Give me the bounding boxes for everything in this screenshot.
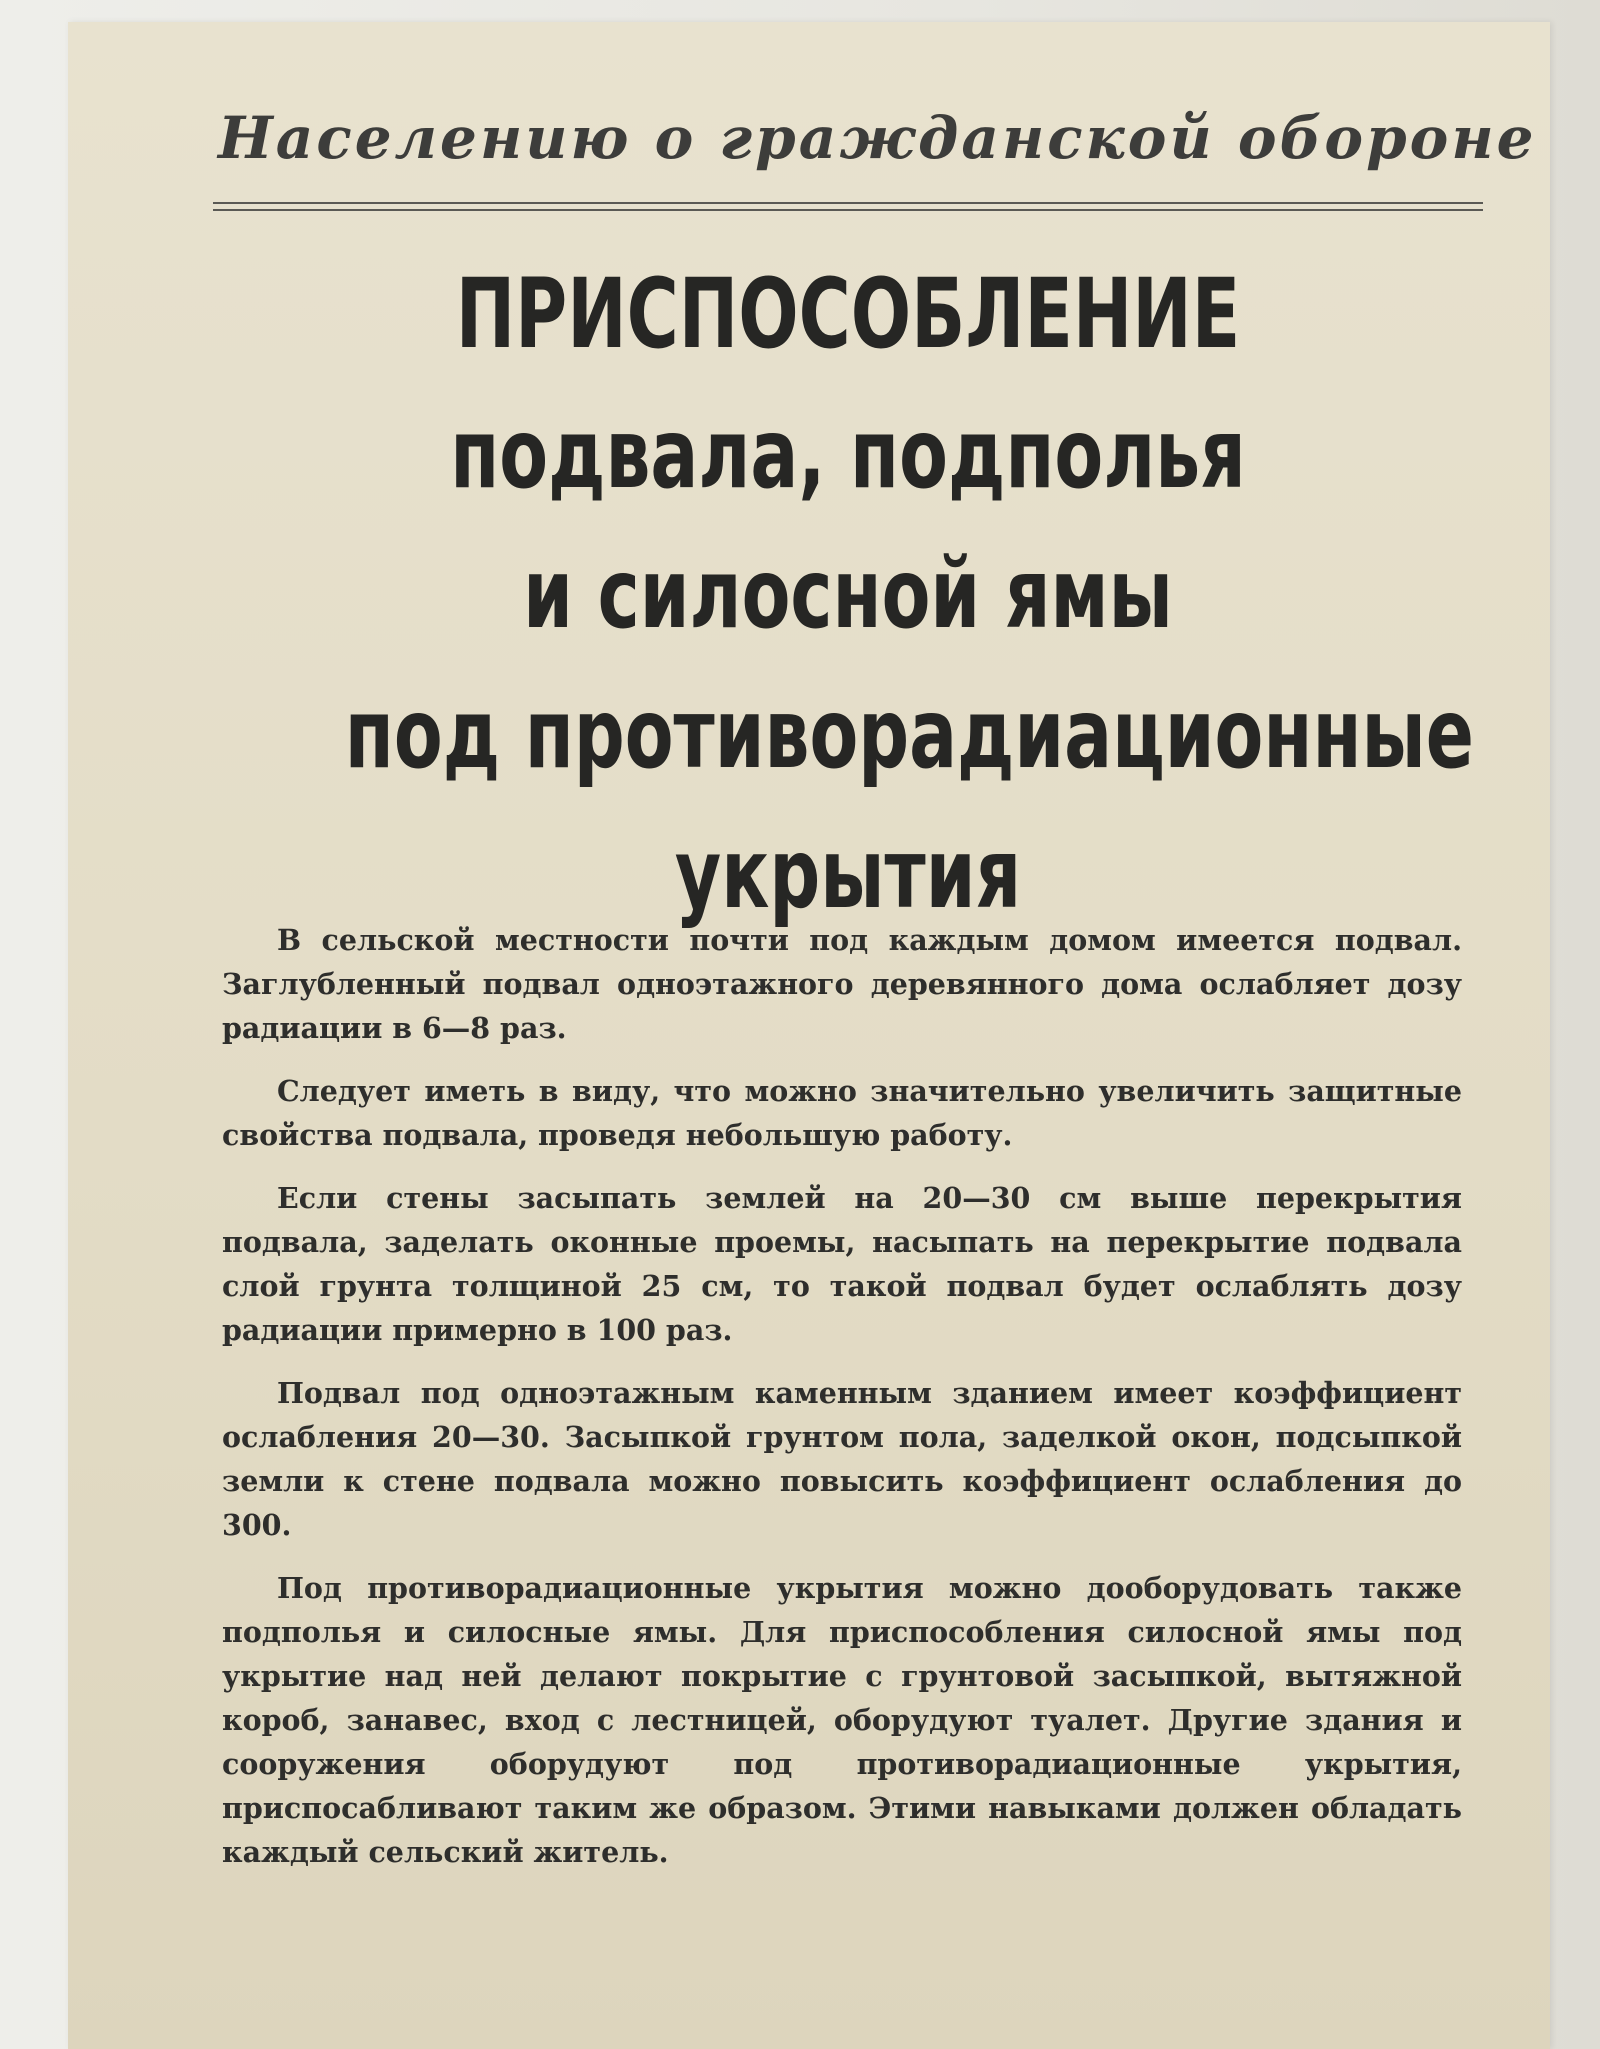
headline-line-2: подвала, подполья (450, 398, 1246, 510)
headline-line-3: и силосной ямы (523, 538, 1173, 650)
headline (168, 244, 1528, 944)
headline-line-5: укрытия (674, 818, 1022, 930)
paragraph-silo-pits: Под противорадиационные укрытия можно дооборудовать также подполья и силосные ямы. Для приспособления силосной ямы под укрытие над ней делают покрытие с грунтовой засыпкой, вытяжной короб, занавес, вход с лестницей, оборудуют туалет. Другие здания и сооружения оборудуют под противорадиационные укрытия, приспосабливают таким же образом. Этими навыками должен обладать каждый сельский житель. (222, 1571, 1462, 1869)
headline-line-4: под противорадиационные (344, 678, 1474, 790)
paragraph-stone-building: Подвал под одноэтажным каменным зданием имеет коэффициент ослабления 20—30. Засыпкой грунтом пола, заделкой окон, подсыпкой земли к стене подвала можно повысить коэффициент ослабления до 300. (222, 1376, 1462, 1542)
paragraph-basement-dose: В сельской местности почти под каждым домом имеется подвал. Заглубленный подвал одноэтажного деревянного дома ослабляет дозу радиации в 6—8 раз. (222, 923, 1462, 1045)
headline-line-1: ПРИСПОСОБЛЕНИЕ (455, 258, 1241, 370)
title-rule-upper (213, 202, 1483, 204)
paragraph-earth-cover: Если стены засыпать землей на 20—30 см выше перекрытия подвала, заделать оконные проемы, насыпать на перекрытие подвала слой грунта толщиной 25 см, то такой подвал будет ослаблять дозу радиации примерно в 100 раз. (222, 1181, 1462, 1347)
paragraph-protective-properties: Следует иметь в виду, что можно значительно увеличить защитные свойства подвала, проведя небольшую работу. (222, 1074, 1462, 1152)
body-text (222, 918, 1462, 1893)
title-rule-lower (213, 209, 1483, 211)
series-title: Населению о гражданской обороне (218, 104, 1537, 172)
